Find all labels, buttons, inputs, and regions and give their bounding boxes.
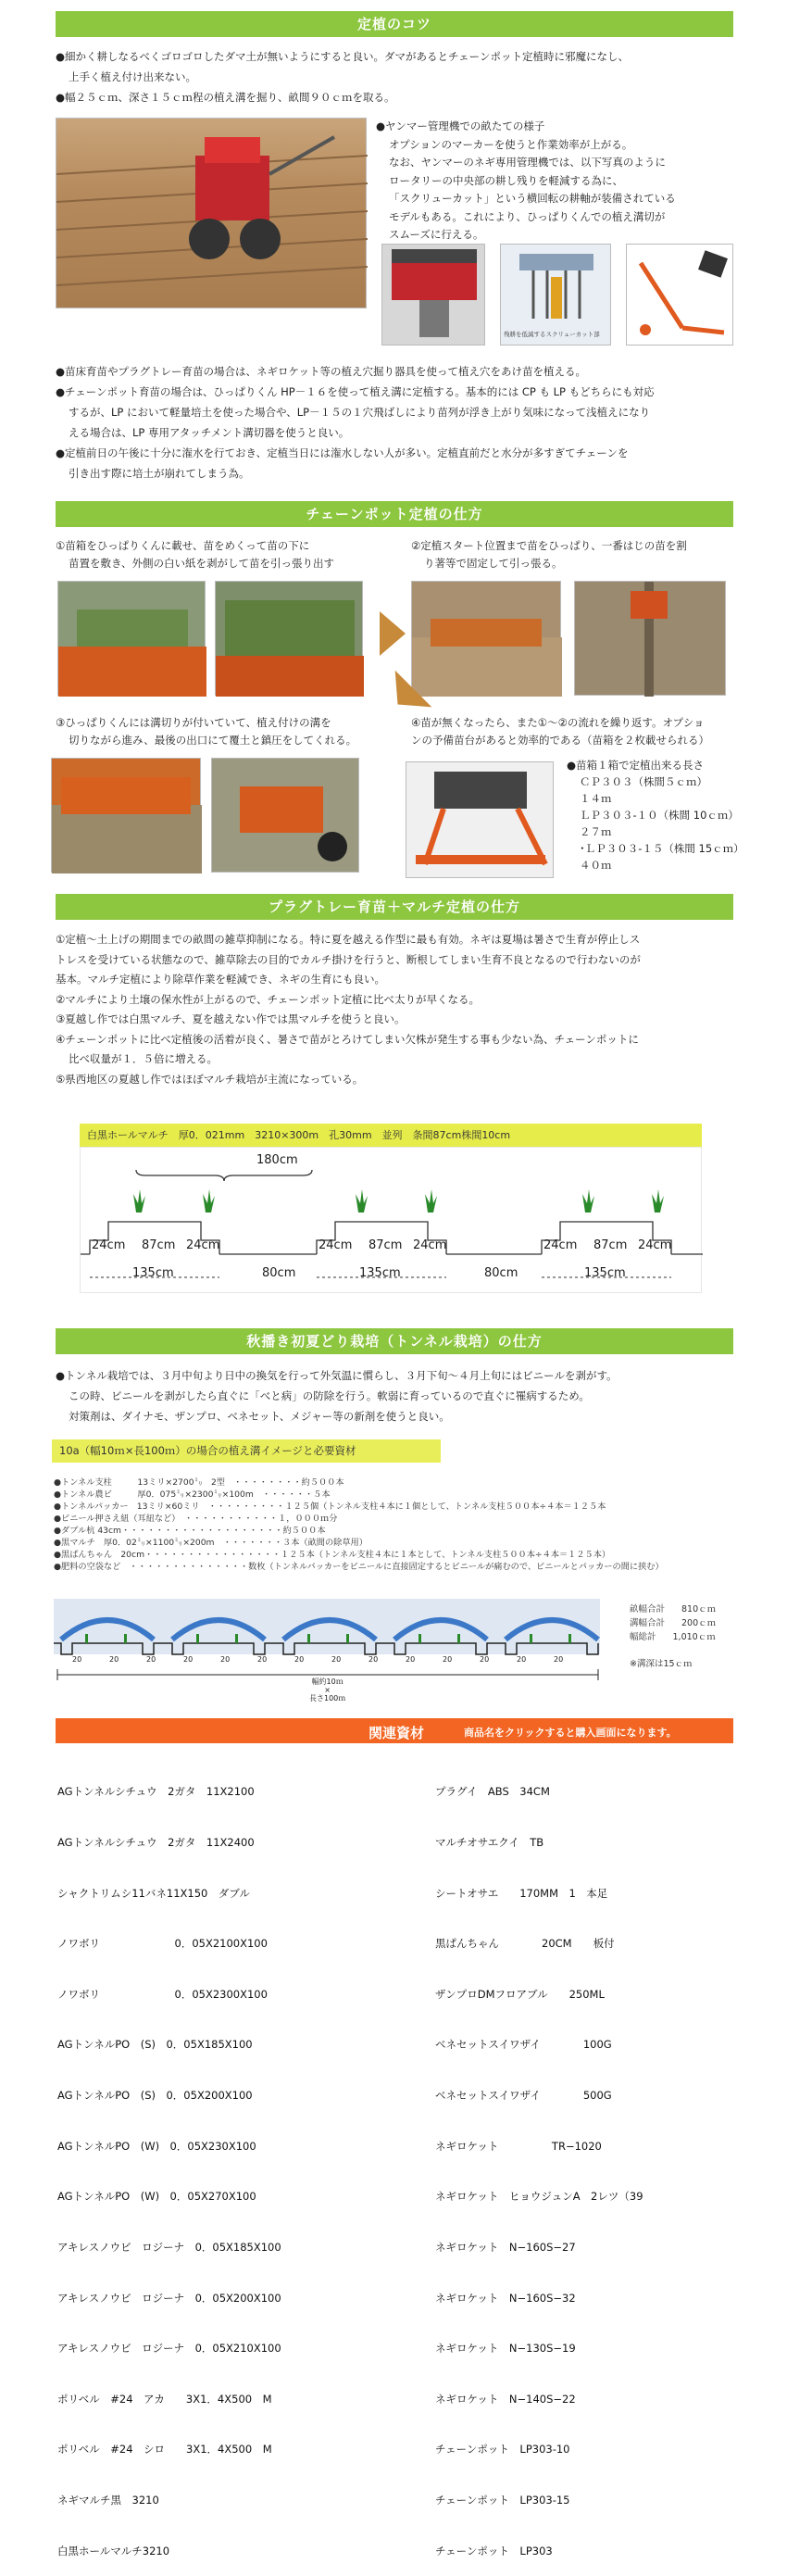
step-line: ②定植スタート位置まで苗をひっぱり、一番はじの苗を割: [411, 539, 687, 552]
product-link[interactable]: チェーンポット LP303-15: [435, 2493, 570, 2507]
benefit-line: 基本。マルチ定植により除草作業を軽減でき、ネギの生育にも良い。: [56, 973, 386, 986]
step-line: 苗置を敷き、外側の白い紙を剥がして苗を引っ張り出す: [69, 557, 335, 570]
product-link[interactable]: 白黒ホールマルチ3210: [57, 2544, 170, 2557]
legend-value: 1,010ｃｍ: [672, 1632, 716, 1642]
benefit-line: トレスを受けている状態なので、雑草除去の目的でカルチ掛けを行うと、断根してしまい生育不良となるので行わないのが: [56, 952, 641, 966]
product-link[interactable]: アキレスノウビ ロジーナ 0．05X200X100: [57, 2291, 281, 2305]
step-3-photo-b: [211, 758, 359, 873]
product-link[interactable]: チェーンポット LP303: [435, 2544, 553, 2557]
tunnel-materials-bar: 10a（幅10ｍ×長100ｍ）の場合の植え溝イメージと必要資材: [52, 1439, 441, 1463]
step-1-photo-a: [57, 581, 206, 696]
materials-left-list: [57, 1750, 281, 2576]
bed1-left: 24cm: [92, 1238, 126, 1252]
tractor-photo: [56, 118, 367, 308]
field-size-note: [309, 1678, 345, 1703]
product-link[interactable]: ネギロケット N−130S−19: [435, 2342, 576, 2356]
tunnel-num-2: 20: [109, 1655, 119, 1664]
yanmar-line: スムーズに行える。: [389, 228, 484, 241]
field-size-line: ×: [324, 1686, 331, 1694]
product-link[interactable]: ノワボリ 0．05X2300X100: [57, 1987, 268, 2001]
yanmar-line: オプションのマーカーを使うと作業効率が上がる。: [389, 137, 633, 151]
benefit-line: ①定植～土上げの期間までの畝間の雑草抑制になる。特に夏を越える作型に最も有効。ネギは夏場は暑さで生育が停止しス: [56, 933, 641, 946]
step-line: り著等で固定して引っ張る。: [424, 557, 563, 570]
product-link[interactable]: ネギロケット N−140S−22: [435, 2392, 576, 2406]
product-link[interactable]: シャクトリムシ11バネ11X150 ダブル: [57, 1886, 250, 1900]
method-line: ●定植前日の午後に十分に潅水を行ておき、定植当日には潅水しない人が多い。定植直前だと水分が多すぎてチェーンを: [56, 446, 629, 459]
legend-label: 溝幅合計: [630, 1618, 666, 1628]
dim-180: 180cm: [256, 1153, 298, 1167]
step-1-text: [56, 537, 334, 572]
tunnel-num-6: 20: [257, 1655, 268, 1664]
tunnel-num-1: 20: [72, 1655, 82, 1664]
product-link[interactable]: AGトンネルシチュウ 2ガタ 11X2100: [57, 1785, 255, 1799]
material-line: ●トンネル支柱 13ミリ×2700㍉ 2型 ・・・・・・・・約５００本: [54, 1477, 344, 1488]
product-link[interactable]: 黒ぱんちゃん 20CM 板付: [435, 1937, 615, 1951]
tip-line: 上手く植え付け出来ない。: [69, 70, 196, 83]
tips-intro: [56, 46, 629, 107]
bed2-width: 135cm: [359, 1266, 401, 1280]
product-link[interactable]: ネギロケット N−160S−32: [435, 2291, 576, 2305]
yanmar-note: [376, 118, 676, 245]
tunnel-intro: [56, 1365, 618, 1426]
step-line: ①苗箱をひっぱりくんに載せ、苗をめくって苗の下に: [56, 539, 310, 552]
method-line: える場合は、LP 専用アタッチメント溝切器を使うと良い。: [69, 426, 350, 439]
material-line: ●トンネルパッカー 13ミリ×60ミリ ・・・・・・・・・１２５個（トンネル支柱４本に１個として、トンネル支柱５００本÷４本＝１２５本: [54, 1502, 606, 1512]
step-2-photo-a: [411, 581, 561, 696]
box-line: ４０ｍ: [580, 859, 612, 872]
product-link[interactable]: AGトンネルPO (S) 0．05X185X100: [57, 2038, 253, 2052]
method-line: ●チェーンポット育苗の場合は、ひっぱりくん HP－１６を使って植え溝に定植する。基本的には CP も LP もどちらにも対応: [56, 385, 655, 398]
product-link[interactable]: ネギロケット N−160S−27: [435, 2240, 576, 2254]
product-link[interactable]: AGトンネルPO (W) 0．05X270X100: [57, 2190, 256, 2204]
tunnel-line: この時、ビニールを剥がしたら直ぐに「べと病」の防除を行う。軟弱に育っているので直ぐに罹病するため。: [69, 1389, 590, 1402]
step-line: 切りながら進み、最後の出口にて覆土と鎮圧をしてくれる。: [69, 734, 357, 747]
bed2-left: 24cm: [319, 1238, 353, 1252]
box-line: ＬＰ３０３-１０（株間 10ｃｍ）: [580, 809, 739, 822]
tip-line: ●細かく耕しなるべくゴロゴロしたダマ土が無いようにすると良い。ダマがあるとチェーンポット定植時に邪魔になし、: [56, 50, 629, 63]
tunnel-num-11: 20: [443, 1655, 453, 1664]
related-materials-header: [56, 1718, 733, 1743]
product-link[interactable]: ポリベル #24 アカ 3X1．4X500 M: [57, 2392, 272, 2406]
section-title-chainpot: チェーンポット定植の仕方: [56, 501, 733, 527]
bed3-right: 24cm: [638, 1238, 672, 1252]
tunnel-diagram: [54, 1599, 600, 1701]
section-title-plug-tray: プラグトレー育苗＋マルチ定植の仕方: [56, 894, 733, 920]
gap2: 80cm: [484, 1266, 518, 1280]
chainpot-length-box: [567, 757, 744, 873]
tunnel-num-4: 20: [183, 1655, 194, 1664]
tunnel-num-3: 20: [146, 1655, 156, 1664]
yanmar-line: ロータリーの中央部の耕し残りを軽減する為に、: [389, 173, 623, 187]
tunnel-num-13: 20: [517, 1655, 527, 1664]
step-3-photo-a: [51, 758, 201, 873]
related-materials-title: 関連資材: [369, 1725, 425, 1741]
materials-right-list: [435, 1750, 643, 2576]
screw-cut-caption: 残耕を低減するスクリューカット部: [504, 331, 600, 338]
legend-value: 200ｃｍ: [681, 1618, 717, 1628]
screw-cut-diagram: [500, 244, 611, 346]
product-link[interactable]: ネギロケット TR−1020: [435, 2139, 602, 2153]
box-line: ２７ｍ: [580, 825, 612, 838]
material-line: ●黒マルチ 厚0．02㍉×1100㍉×200m ・・・・・・・３本（畝間の除草用）: [54, 1538, 368, 1548]
legend-label: 畝幅合計: [630, 1604, 666, 1615]
tunnel-num-7: 20: [294, 1655, 305, 1664]
section-title-tunnel: 秋播き初夏どり栽培（トンネル栽培）の仕方: [56, 1328, 733, 1354]
box-line: ･ＬＰ３０３-１５（株間 15ｃｍ）: [580, 842, 744, 855]
product-link[interactable]: ノワボリ 0．05X2100X100: [57, 1937, 268, 1951]
tip-line: ●幅２５ｃｍ、深さ１５ｃｍ程の植え溝を掘り、畝間９０ｃｍを取る。: [56, 91, 395, 104]
benefit-line: 比べ収量が１．５倍に増える。: [69, 1052, 218, 1065]
bed2-right: 24cm: [413, 1238, 447, 1252]
step-arrow-right: [380, 611, 406, 656]
product-link[interactable]: アキレスノウビ ロジーナ 0．05X185X100: [57, 2240, 281, 2254]
method-line: ●苗床育苗やプラグトレー育苗の場合は、ネギロケット等の植え穴掘り器具を使って植え穴をあけ苗を植える。: [56, 365, 586, 378]
product-link[interactable]: ザンプロDMフロアブル 250ML: [435, 1987, 605, 2001]
mulch-benefits: [56, 930, 641, 1089]
tunnel-num-9: 20: [369, 1655, 379, 1664]
legend-value: 810ｃｍ: [681, 1604, 717, 1615]
tunnel-num-8: 20: [331, 1655, 342, 1664]
bed3-mid: 87cm: [593, 1238, 628, 1252]
method-line: 引き出す際に培土が崩れてしまう為。: [69, 467, 250, 480]
mulch-bed-diagram: [80, 1147, 702, 1293]
tunnel-num-5: 20: [220, 1655, 231, 1664]
step-2-photo-b: [574, 581, 726, 696]
product-link[interactable]: プラグイ ABS 34CM: [435, 1785, 550, 1799]
product-link[interactable]: マルチオサエクイ TB: [435, 1836, 544, 1850]
tunnel-line: 対策剤は、ダイナモ、ザンプロ、ベネセット、メジャー等の新剤を使うと良い。: [69, 1410, 450, 1423]
tunnel-num-14: 20: [554, 1655, 564, 1664]
product-link[interactable]: チェーンポット LP303-10: [435, 2443, 570, 2457]
box-line: ●苗箱１箱で定植出来る長さ: [567, 759, 705, 772]
legend-label: 幅総計: [630, 1632, 656, 1642]
gap1: 80cm: [262, 1266, 296, 1280]
box-line: ＣＰ３０３（株間５ｃｍ）: [580, 775, 707, 788]
mulch-spec-bar: 白黒ホールマルチ 厚0．021mm 3210×300m 孔30mm 並列 条間87cm株間10cm: [80, 1124, 702, 1147]
step-3-text: [56, 714, 356, 749]
material-line: ●トンネル農ビ 厚0．075㍉×2300㍉×100m ・・・・・・５本: [54, 1489, 331, 1500]
tunnel-materials-list: [54, 1476, 664, 1573]
planting-methods: [56, 361, 655, 484]
section-title-planting-tips: 定植のコツ: [56, 11, 733, 37]
bed2-mid: 87cm: [369, 1238, 403, 1252]
tunnel-num-10: 20: [406, 1655, 416, 1664]
product-link[interactable]: ポリベル #24 シロ 3X1．4X500 M: [57, 2443, 272, 2457]
benefit-line: ③夏越し作では白黒マルチ、夏を越えない作では黒マルチを使うと良い。: [56, 1012, 406, 1025]
bed1-right: 24cm: [186, 1238, 220, 1252]
step-line: ③ひっぱりくんには溝切りが付いていて、植え付けの溝を: [56, 716, 331, 729]
product-link[interactable]: ネギマルチ黒 3210: [57, 2493, 159, 2507]
bed1-mid: 87cm: [142, 1238, 176, 1252]
chainpot-spare-tray-photo: [406, 761, 554, 878]
product-link[interactable]: アキレスノウビ ロジーナ 0．05X210X100: [57, 2342, 281, 2356]
material-line: ●肥料の空袋など ・・・・・・・・・・・・・・数枚（トンネルパッカーをビニールに直接固定するとビニールが痛むので、ビニールとパッカーの間に挟む）: [54, 1562, 664, 1572]
product-link[interactable]: AGトンネルシチュウ 2ガタ 11X2400: [57, 1836, 255, 1850]
yanmar-line: なお、ヤンマーのネギ専用管理機では、以下写真のように: [389, 156, 666, 169]
material-line: ●ビニール押さえ紐（耳紐など） ・・・・・・・・・・・１，０００ｍ分: [54, 1514, 338, 1524]
material-line: ●ダブル杭 43cm・・・・・・・・・・・・・・・・・・・約５００本: [54, 1526, 326, 1536]
product-link[interactable]: AGトンネルPO (S) 0．05X200X100: [57, 2089, 253, 2103]
tunnel-line: ●トンネル栽培では、３月中旬より日中の換気を行って外気温に慣らし、３月下旬～４月上旬にはビニールを剥がす。: [56, 1369, 618, 1382]
tunnel-legend: [630, 1602, 716, 1671]
bed3-left: 24cm: [543, 1238, 578, 1252]
product-link[interactable]: シートオサエ 170MM 1 本足: [435, 1886, 608, 1900]
field-size-line: 長さ100ｍ: [309, 1694, 346, 1703]
yanmar-line: モデルもある。これにより、ひっぱりくんでの植え溝切が: [389, 209, 666, 223]
bed1-width: 135cm: [132, 1266, 174, 1280]
product-link[interactable]: ベネセットスイワザイ 100G: [435, 2038, 612, 2052]
product-link[interactable]: AGトンネルPO (W) 0．05X230X100: [57, 2139, 256, 2153]
method-line: するが、LP において軽量培土を使った場合や、LP－１５の１穴飛ばしにより苗列が浮き上がり気味になって浅植えになり: [69, 406, 651, 419]
product-link[interactable]: ネギロケット ヒョウジュンA 2レツ（39: [435, 2190, 643, 2204]
box-line: １４ｍ: [580, 792, 612, 805]
step-4-text: [411, 714, 709, 749]
tunnel-num-12: 20: [480, 1655, 490, 1664]
step-2-text: [411, 537, 687, 572]
marker-attachment-photo: [626, 244, 733, 346]
field-size-line: 幅約10ｍ: [311, 1678, 344, 1686]
yanmar-line: ●ヤンマー管理機での畝たての様子: [376, 119, 545, 132]
legend-note: ※溝深は15ｃｍ: [630, 1659, 693, 1669]
bed3-width: 135cm: [584, 1266, 626, 1280]
rotary-photo: [381, 244, 485, 346]
step-line: ンの予備苗台があると効率的である（苗箱を２枚載せられる）: [411, 734, 709, 747]
benefit-line: ②マルチにより土壌の保水性が上がるので、チェーンポット定植に比べ太りが早くなる。: [56, 992, 480, 1006]
related-materials-subtitle: 商品名をクリックすると購入画面になります。: [464, 1727, 677, 1739]
product-link[interactable]: ベネセットスイワザイ 500G: [435, 2089, 612, 2103]
benefit-line: ④チェーンポットに比べ定植後の活着が良く、暑さで苗がとろけてしまい欠株が発生する事も少ない為、チェーンポットに: [56, 1032, 639, 1046]
yanmar-line: 「スクリューカット」という横回転の耕軸が装備されている: [389, 192, 676, 205]
benefit-line: ⑤県西地区の夏越し作ではほぼマルチ栽培が主流になっている。: [56, 1072, 364, 1086]
step-line: ④苗が無くなったら、また①～②の流れを繰り返す。オプショ: [411, 716, 705, 729]
material-line: ●黒ぱんちゃん 20cm・・・・・・・・・・・・・・・・１２５本（トンネル支柱４本に１本として、トンネル支柱５００本÷４本＝１２５本）: [54, 1550, 611, 1560]
step-1-photo-b: [215, 581, 363, 696]
